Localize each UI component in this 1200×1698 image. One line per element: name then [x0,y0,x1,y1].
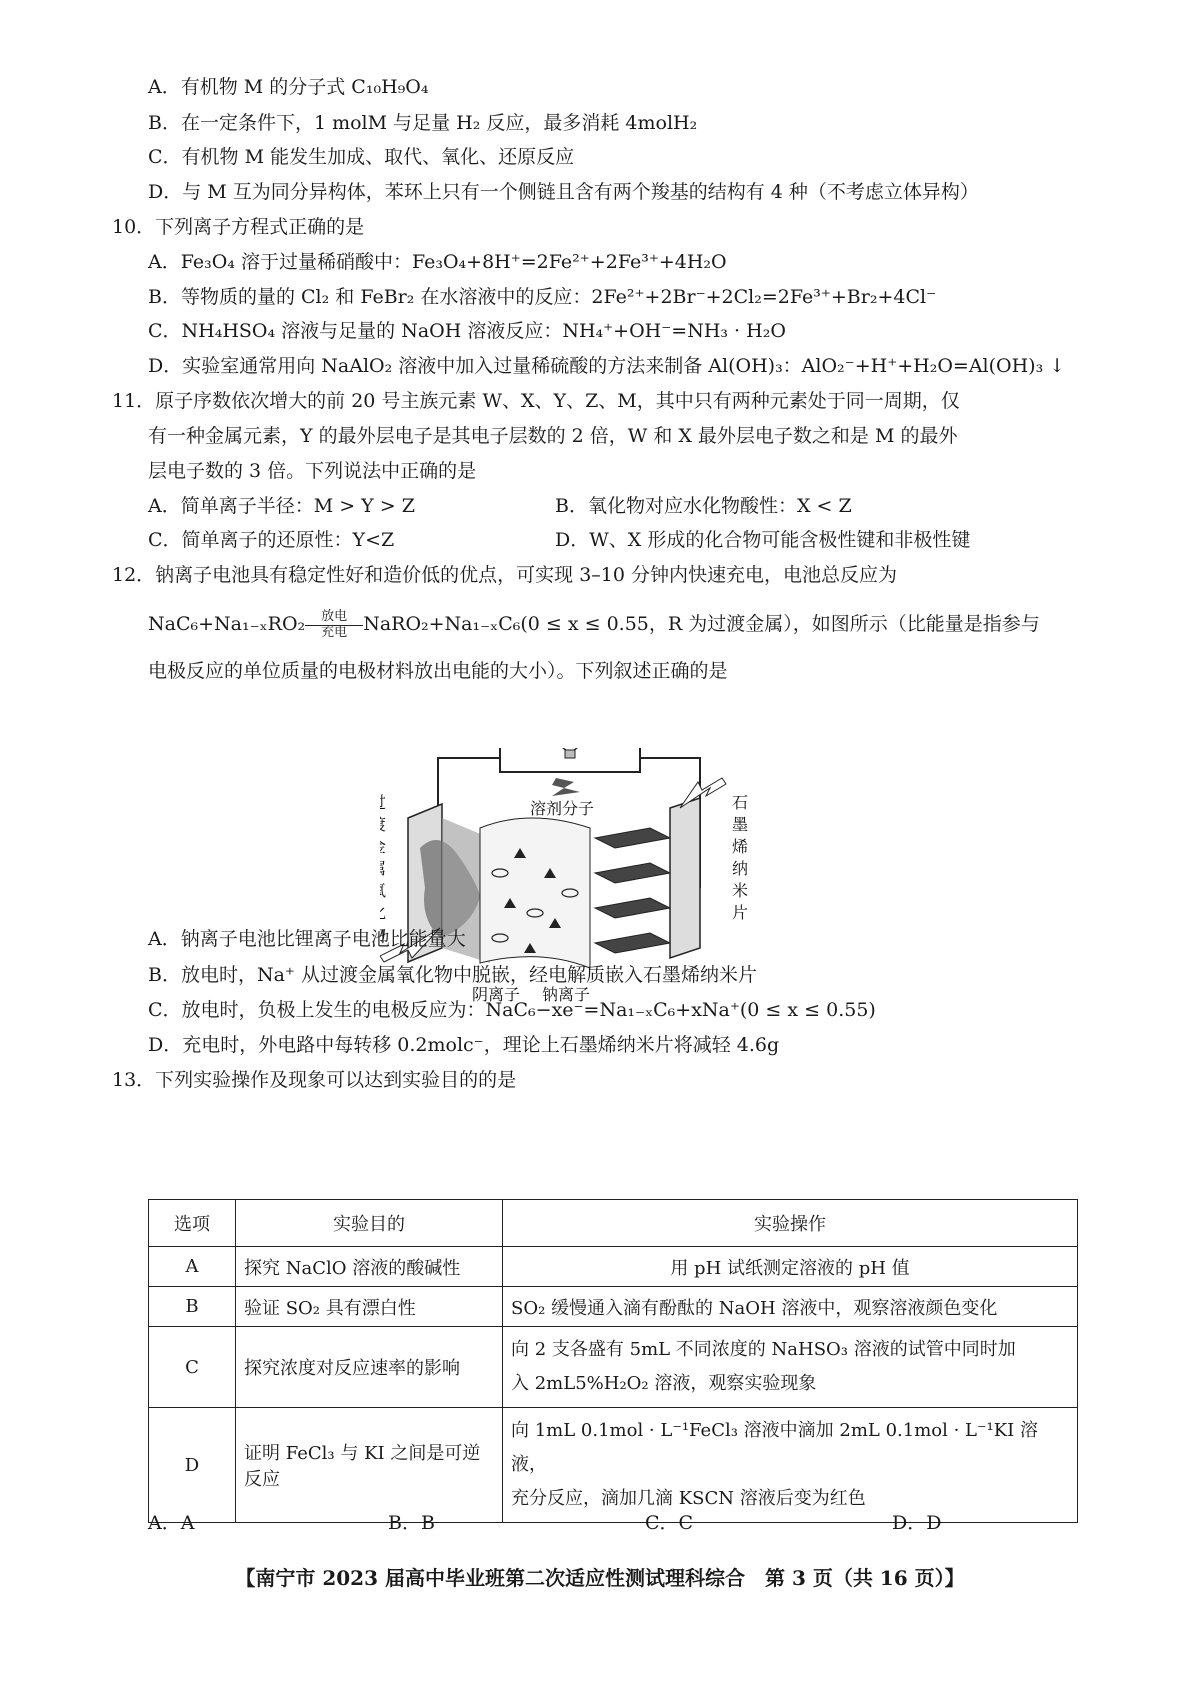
q10-option-b: B．等物质的量的 Cl₂ 和 FeBr₂ 在水溶液中的反应：2Fe²⁺+2Br⁻+2Cl₂=2Fe³⁺+Br₂+4Cl⁻ [148,286,937,308]
q9-option-b: B．在一定条件下，1 molM 与足量 H₂ 反应，最多消耗 4molH₂ [148,112,698,134]
row-c-operation-line1: 向 2 支各盛有 5mL 不同浓度的 NaHSO₃ 溶液的试管中同时加 [511,1339,1016,1360]
label-left-electrode [380,793,386,944]
row-d-operation-line2: 充分反应，滴加几滴 KSCN 溶液后变为红色 [511,1488,866,1509]
svg-text:墨: 墨 [732,815,749,834]
q12-stem-line3: 电极反应的单位质量的电极材料放出电能的大小）。下列叙述正确的是 [148,660,728,682]
label-sodium-ion: 钠离子 [542,985,591,1004]
svg-text:烯: 烯 [732,837,749,856]
row-d-goal: 证明 FeCl₃ 与 KI 之间是可逆反应 [236,1408,503,1523]
row-b-option: B [149,1287,236,1327]
row-d-operation [503,1408,1078,1523]
q12-option-b: B．放电时，Na⁺ 从过渡金属氧化物中脱嵌，经电解质嵌入石墨烯纳米片 [148,964,757,986]
bulb-icon [561,748,579,758]
label-anion: 阴离子 [472,985,521,1004]
header-goal: 实验目的 [236,1200,503,1247]
q12-eq-arrow [305,610,363,640]
q10-option-a: A．Fe₃O₄ 溶于过量稀硝酸中：Fe₃O₄+8H⁺=2Fe²⁺+2Fe³⁺+4H₂O [148,251,727,273]
svg-text:属 [380,859,386,878]
q13-answer-a: A．A [148,1512,195,1534]
q11-stem-line3: 层电子数的 3 倍。下列说法中正确的是 [148,460,477,482]
q11-stem-line2: 有一种金属元素，Y 的最外层电子是其电子层数的 2 倍，W 和 X 最外层电子数之和是 M 的最外 [148,425,958,447]
header-operation: 实验操作 [503,1200,1078,1247]
row-a-operation: 用 pH 试纸测定溶液的 pH 值 [503,1247,1078,1287]
q13-stem: 13．下列实验操作及现象可以达到实验目的的是 [112,1069,517,1091]
row-a-goal: 探究 NaClO 溶液的酸碱性 [236,1247,503,1287]
label-right-electrode [732,793,748,922]
svg-text:过 [380,793,386,812]
svg-text:石: 石 [732,793,749,812]
q13-answer-c: C．C [645,1512,694,1534]
row-c-goal: 探究浓度对反应速率的影响 [236,1327,503,1408]
q9-option-c: C．有机物 M 能发生加成、取代、氧化、还原反应 [148,146,575,168]
q13-answer-b: B．B [388,1512,435,1534]
svg-text:米: 米 [732,881,749,900]
q9-option-a: A．有机物 M 的分子式 C₁₀H₉O₄ [148,76,429,98]
svg-text:化 [380,903,386,922]
table-header-row [149,1200,1078,1247]
table-row [149,1408,1078,1523]
q12-eq-right: NaRO₂+Na₁₋ₓC₆(0 ≤ x ≤ 0.55，R 为过渡金属），如图所示（比能量是指参与 [363,613,1040,635]
q12-eq-discharge: 放电 [305,610,363,626]
row-c-operation-line2: 入 2mL5%H₂O₂ 溶液，观察实验现象 [511,1373,817,1394]
q9-option-d: D．与 M 互为同分异构体，苯环上只有一个侧链且含有两个羧基的结构有 4 种（不考虑立体异构） [148,181,979,203]
q12-eq-left: NaC₆+Na₁₋ₓRO₂ [148,613,306,635]
q12-eq-charge: 充电 [321,625,348,640]
svg-text:渡 [380,815,386,834]
table-row [149,1327,1078,1408]
q12-option-c: C．放电时，负极上发生的电极反应为：NaC₆−xe⁻=Na₁₋ₓC₆+xNa⁺(0 ≤ x ≤ 0.55) [148,999,876,1021]
row-d-operation-line1: 向 1mL 0.1mol · L⁻¹FeCl₃ 溶液中滴加 2mL 0.1mol · L⁻¹KI 溶液， [511,1420,1038,1475]
row-b-goal: 验证 SO₂ 具有漂白性 [236,1287,503,1327]
q10-option-d: D．实验室通常用向 NaAlO₂ 溶液中加入过量稀硫酸的方法来制备 Al(OH)₃：AlO₂⁻+H⁺+H₂O=Al(OH)₃ ↓ [148,355,1066,377]
table-row [149,1287,1078,1327]
lightning-icon [552,778,580,796]
label-solvent-molecule: 溶剂分子 [530,799,595,818]
q11-option-b: B．氧化物对应水化物酸性：X < Z [555,495,852,517]
row-c-option: C [149,1327,236,1408]
q11-option-a: A．简单离子半径：M > Y > Z [148,495,415,517]
svg-text:片: 片 [732,903,749,922]
header-option: 选项 [149,1200,236,1247]
arrow-right-icon [680,778,726,808]
row-b-operation: SO₂ 缓慢通入滴有酚酞的 NaOH 溶液中，观察溶液颜色变化 [503,1287,1078,1327]
svg-text:金 [380,837,386,856]
q12-equation [148,610,1040,640]
page-footer: 【南宁市 2023 届高中毕业班第二次适应性测试理科综合 第 3 页（共 16 页）】 [235,1566,965,1590]
q11-stem-line1: 11．原子序数依次增大的前 20 号主族元素 W、X、Y、Z、M，其中只有两种元素处于同一周期，仅 [112,390,960,412]
q12-stem-line1: 12．钠离子电池具有稳定性好和造价低的优点，可实现 3–10 分钟内快速充电，电池总反应为 [112,564,898,586]
q10-option-c: C．NH₄HSO₄ 溶液与足量的 NaOH 溶液反应：NH₄⁺+OH⁻=NH₃ · H₂O [148,320,786,342]
svg-text:纳: 纳 [732,859,749,878]
q10-stem: 10．下列离子方程式正确的是 [112,216,365,238]
q13-answer-d: D．D [892,1512,942,1534]
svg-text:氧 [380,881,386,900]
row-d-option: D [149,1408,236,1523]
table-row [149,1247,1078,1287]
q11-option-d: D．W、X 形成的化合物可能含极性键和非极性键 [555,529,971,551]
row-c-operation [503,1327,1078,1408]
q12-option-a: A．钠离子电池比锂离子电池比能量大 [148,928,466,950]
q11-option-c: C．简单离子的还原性：Y<Z [148,529,395,551]
experiment-table [148,1199,1078,1523]
q12-option-d: D．充电时，外电路中每转移 0.2molc⁻，理论上石墨烯纳米片将减轻 4.6g [148,1034,780,1056]
row-a-option: A [149,1247,236,1287]
